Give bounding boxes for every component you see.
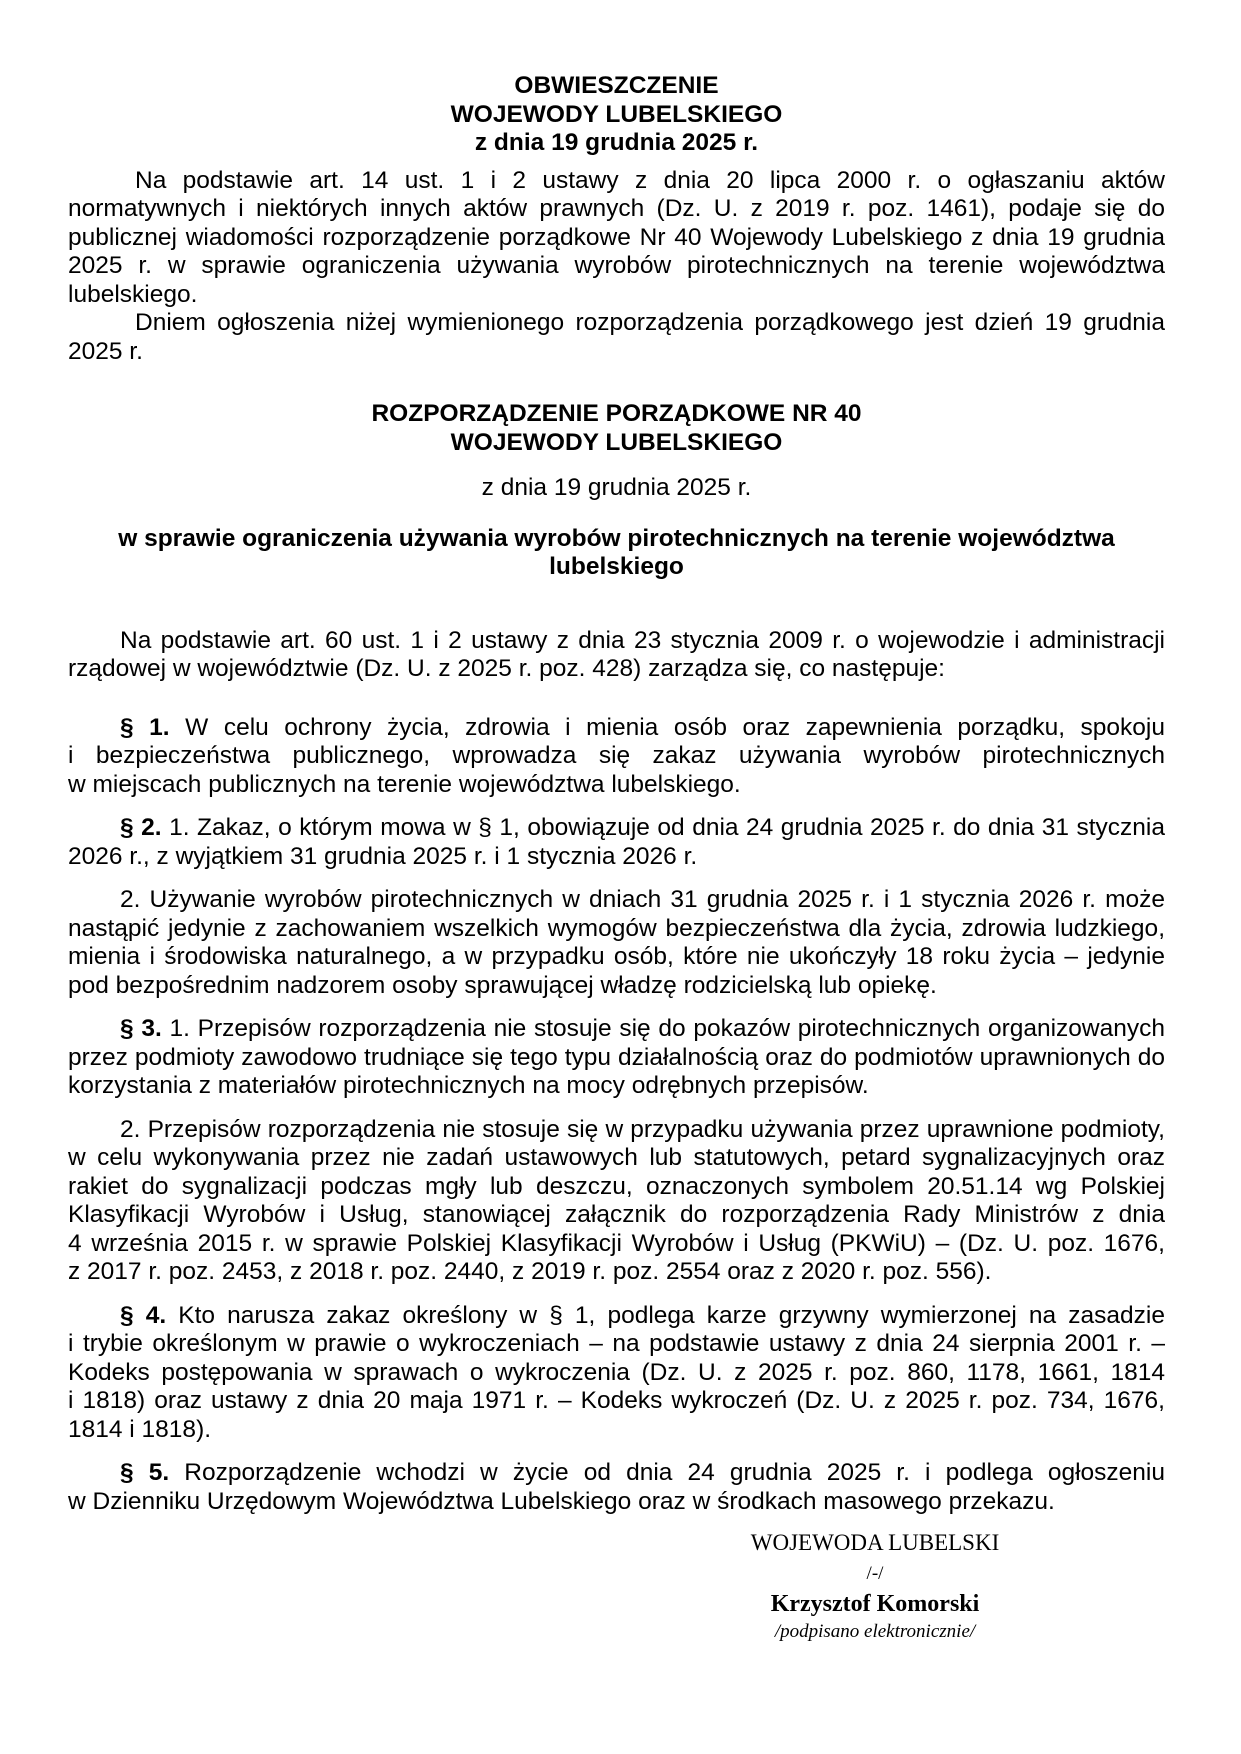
announcement-paragraph-2: Dniem ogłoszenia niżej wymienionego rozporządzenia porządkowego jest dzień 19 grudnia 2025 r.: [68, 309, 1165, 365]
section-number-6: § 4.: [120, 1301, 167, 1329]
regulation-subject: w sprawie ograniczenia używania wyrobów pirotechnicznych na terenie województwa lubelskiego: [118, 524, 1115, 580]
announcement-title-block: [68, 72, 1165, 158]
announcement-title-line2: WOJEWODY LUBELSKIEGO: [450, 100, 783, 128]
section-text-2: 1. Zakaz, o którym mowa w § 1, obowiązuje od dnia 24 grudnia 2025 r. do dnia 31 stycznia 2026 r., z wyjątkiem 31 grudnia 2025 r. i 1 stycznia 2026 r.: [68, 814, 1165, 870]
signature-block: [655, 1528, 1095, 1645]
regulation-heading-line2: WOJEWODY LUBELSKIEGO: [450, 428, 783, 456]
section-text-6: Kto narusza zakaz określony w § 1, podlega karze grzywny wymierzonej na zasadzie i trybie określonym w prawie o wykroczeniach – na podstawie ustawy z dnia 24 sierpnia 2001 r. – Kodeks postępowania w sprawach o wykroczenia (Dz. U. z 2025 r. poz. 860, 1178, 1661, 1814 i 1818) oraz ustawy z dnia 20 maja 1971 r. – Kodeks wykroczeń (Dz. U. z 2025 r. poz. 734, 1676, 1814 i 1818).: [68, 1301, 1165, 1443]
signature-mark: /-/: [866, 1563, 884, 1584]
signature-note: /podpisano elektronicznie/: [774, 1621, 976, 1642]
section-text-4: 1. Przepisów rozporządzenia nie stosuje się do pokazów pirotechnicznych organizowanych przez podmioty zawodowo trudniące się tego typu działalnością oraz do podmiotów uprawnionych do korzystania z materiałów pirotechnicznych na mocy odrębnych przepisów.: [68, 1015, 1165, 1099]
section-paragraph-7: [68, 1459, 1165, 1516]
section-text-3: 2. Używanie wyrobów pirotechnicznych w dniach 31 grudnia 2025 r. i 1 stycznia 2026 r. może nastąpić jedynie z zachowaniem wszelkich wymogów bezpieczeństwa dla życia, zdrowia ludzkiego, mienia i środowiska naturalnego, a w przypadku osób, które nie ukończyły 18 roku życia – jedynie pod bezpośrednim nadzorem osoby sprawującej władzę rodzicielską lub opiekę.: [68, 886, 1165, 999]
section-text-1: W celu ochrony życia, zdrowia i mienia osób oraz zapewnienia porządku, spokoju i bezpieczeństwa publicznego, wprowadza się zakaz używania wyrobów pirotechnicznych w miejscach publicznych na terenie województwa lubelskiego.: [68, 713, 1166, 798]
announcement-title-line1: OBWIESZCZENIE: [514, 72, 719, 99]
section-paragraph-4: [68, 1015, 1165, 1101]
section-number-2: § 2.: [120, 814, 162, 841]
section-paragraph-6: [68, 1302, 1165, 1445]
section-number-1: § 1.: [120, 713, 170, 741]
section-number-7: § 5.: [120, 1459, 170, 1486]
regulation-heading-line1: ROZPORZĄDZENIE PORZĄDKOWE NR 40: [371, 400, 862, 427]
regulation-date: z dnia 19 grudnia 2025 r.: [481, 474, 752, 501]
section-text-5: 2. Przepisów rozporządzenia nie stosuje się w przypadku używania przez uprawnione podmioty, w celu wykonywania przez nie zadań ustawowych lub statutowych, petard sygnalizacyjnych oraz rakiet do sygnalizacji podczas mgły lub deszczu, oznaczonych symbolem 20.51.14 wg Polskiej Klasyfikacji Wyrobów i Usług, stanowiącej załącznik do rozporządzenia Rady Ministrów z dnia 4 września 2015 r. w sprawie Polskiej Klasyfikacji Wyrobów i Usług (PKWiU) – (Dz. U. poz. 1676, z 2017 r. poz. 2453, z 2018 r. poz. 2440, z 2019 r. poz. 2554 oraz z 2020 r. poz. 556).: [68, 1115, 1165, 1285]
announcement-title-date: z dnia 19 grudnia 2025 r.: [474, 129, 759, 156]
section-paragraph-5: [68, 1116, 1165, 1287]
regulation-heading-block: [68, 400, 1165, 457]
signature-role: WOJEWODA LUBELSKI: [750, 1530, 1000, 1555]
section-paragraph-1: [68, 714, 1165, 800]
section-text-7: Rozporządzenie wchodzi w życie od dnia 24 grudnia 2025 r. i podlega ogłoszeniu w Dzienniku Urzędowym Województwa Lubelskiego oraz w środkach masowego przekazu.: [68, 1459, 1166, 1515]
section-paragraph-2: [68, 814, 1165, 871]
section-number-4: § 3.: [120, 1015, 162, 1042]
regulation-preamble: Na podstawie art. 60 ust. 1 i 2 ustawy z dnia 23 stycznia 2009 r. o wojewodzie i administracji rządowej w województwie (Dz. U. z 2025 r. poz. 428) zarządza się, co następuje:: [68, 626, 1165, 682]
signature-name: Krzysztof Komorski: [770, 1591, 980, 1617]
section-paragraph-3: [68, 886, 1165, 1000]
announcement-paragraph-1: Na podstawie art. 14 ust. 1 i 2 ustawy z dnia 20 lipca 2000 r. o ogłaszaniu aktów normatywnych i niektórych innych aktów prawnych (Dz. U. z 2019 r. poz. 1461), podaje się do publicznej wiadomości rozporządzenie porządkowe Nr 40 Wojewody Lubelskiego z dnia 19 grudnia 2025 r. w sprawie ograniczenia używania wyrobów pirotechnicznych na terenie województwa lubelskiego.: [68, 166, 1165, 308]
